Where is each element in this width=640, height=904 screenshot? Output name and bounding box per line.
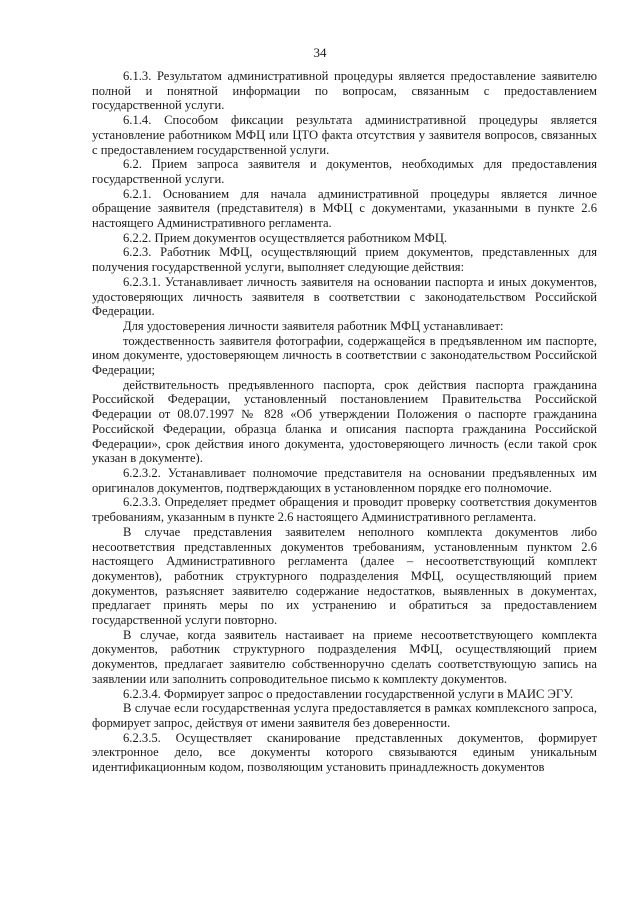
paragraph-6-2-3-1: 6.2.3.1. Устанавливает личность заявителя на основании паспорта и иных документов, удостоверяющих личность заявителя в соответствии с законодательством Российской Федерации. xyxy=(92,274,597,319)
paragraph-6-1-4: 6.1.4. Способом фиксации результата административной процедуры является установление работником МФЦ или ЦТО факта отсутствия у заявителя вопросов, связанных с предоставлением государственной услуги. xyxy=(92,113,597,157)
paragraph-6-2-1: 6.2.1. Основанием для начала административной процедуры является личное обращение заявителя (представителя) в МФЦ с документами, указанными в пункте 2.6 настоящего Административного регламента. xyxy=(92,186,597,231)
paragraph-6-2-3-4: 6.2.3.4. Формирует запрос о предоставлении государственной услуги в МАИС ЭГУ. xyxy=(123,686,574,701)
paragraph-passport-validity: действительность предъявленного паспорта, срок действия паспорта гражданина Российской Федерации, установленный постановлением Правительства Российской Федерации от 08.07.1997 № 828 «Об утверждении Положения о паспорте гражданина Российской Федерации, образца бланка и описания паспорта гражданина Российской Федерации», срок действия иного документа, удостоверяющего личность (если такой срок указан в документе). xyxy=(92,377,597,466)
document-body xyxy=(92,69,597,775)
paragraph-incomplete-set: В случае представления заявителем неполного комплекта документов либо несоответствия представленных документов требованиям, установленным пунктом 2.6 настоящего Административного регламента (далее – несоответствующий комплект документов), работник структурного подразделения МФЦ, осуществляющий прием документов, разъясняет заявителю содержание недостатков, выявленных в документах, предлагает принять меры по их устранению и обратиться за предоставлением государственной услуги повторно. xyxy=(92,524,597,628)
paragraph-complex-request: В случае если государственная услуга предоставляется в рамках комплексного запроса, формирует запрос, действуя от имени заявителя без доверенности. xyxy=(92,701,597,730)
paragraph-6-2-3-2: 6.2.3.2. Устанавливает полномочие представителя на основании предъявленных им оригиналов документов, подтверждающих в установленном порядке его полномочие. xyxy=(92,465,597,495)
paragraph-6-2-3-3: 6.2.3.3. Определяет предмет обращения и проводит проверку соответствия документов требованиям, указанным в пункте 2.6 настоящего Административного регламента. xyxy=(92,495,597,525)
paragraph-6-2-2: 6.2.2. Прием документов осуществляется работником МФЦ. xyxy=(123,230,448,245)
paragraph-identity-photo: тождественность заявителя фотографии, содержащейся в предъявленном им паспорте, ином документе, удостоверяющем личность в соответствии с законодательством Российской Федерации; xyxy=(92,333,597,378)
paragraph-6-2-3-5: 6.2.3.5. Осуществляет сканирование представленных документов, формирует электронное дело, все документы которого связываются единым уникальным идентификационным кодом, позволяющим установить принадлежность документов xyxy=(92,730,597,775)
paragraph-6-1-3: 6.1.3. Результатом административной процедуры является предоставление заявителю полной и понятной информации по вопросам, связанным с предоставлением государственной услуги. xyxy=(92,69,597,113)
page-number: 34 xyxy=(313,45,327,60)
paragraph-identity-intro: Для удостоверения личности заявителя работник МФЦ устанавливает: xyxy=(123,318,504,333)
paragraph-6-2-3: 6.2.3. Работник МФЦ, осуществляющий прием документов, представленных для получения государственной услуги, выполняет следующие действия: xyxy=(92,245,597,275)
paragraph-6-2: 6.2. Прием запроса заявителя и документов, необходимых для предоставления государственной услуги. xyxy=(92,157,597,186)
paragraph-insists-acceptance: В случае, когда заявитель настаивает на приеме несоответствующего комплекта документов, работник структурного подразделения МФЦ, осуществляющий прием документов, предлагает заявителю собственноручно сделать соответствующую запись на заявлении или заполнить сопроводительное письмо к комплекту документов. xyxy=(92,627,597,686)
